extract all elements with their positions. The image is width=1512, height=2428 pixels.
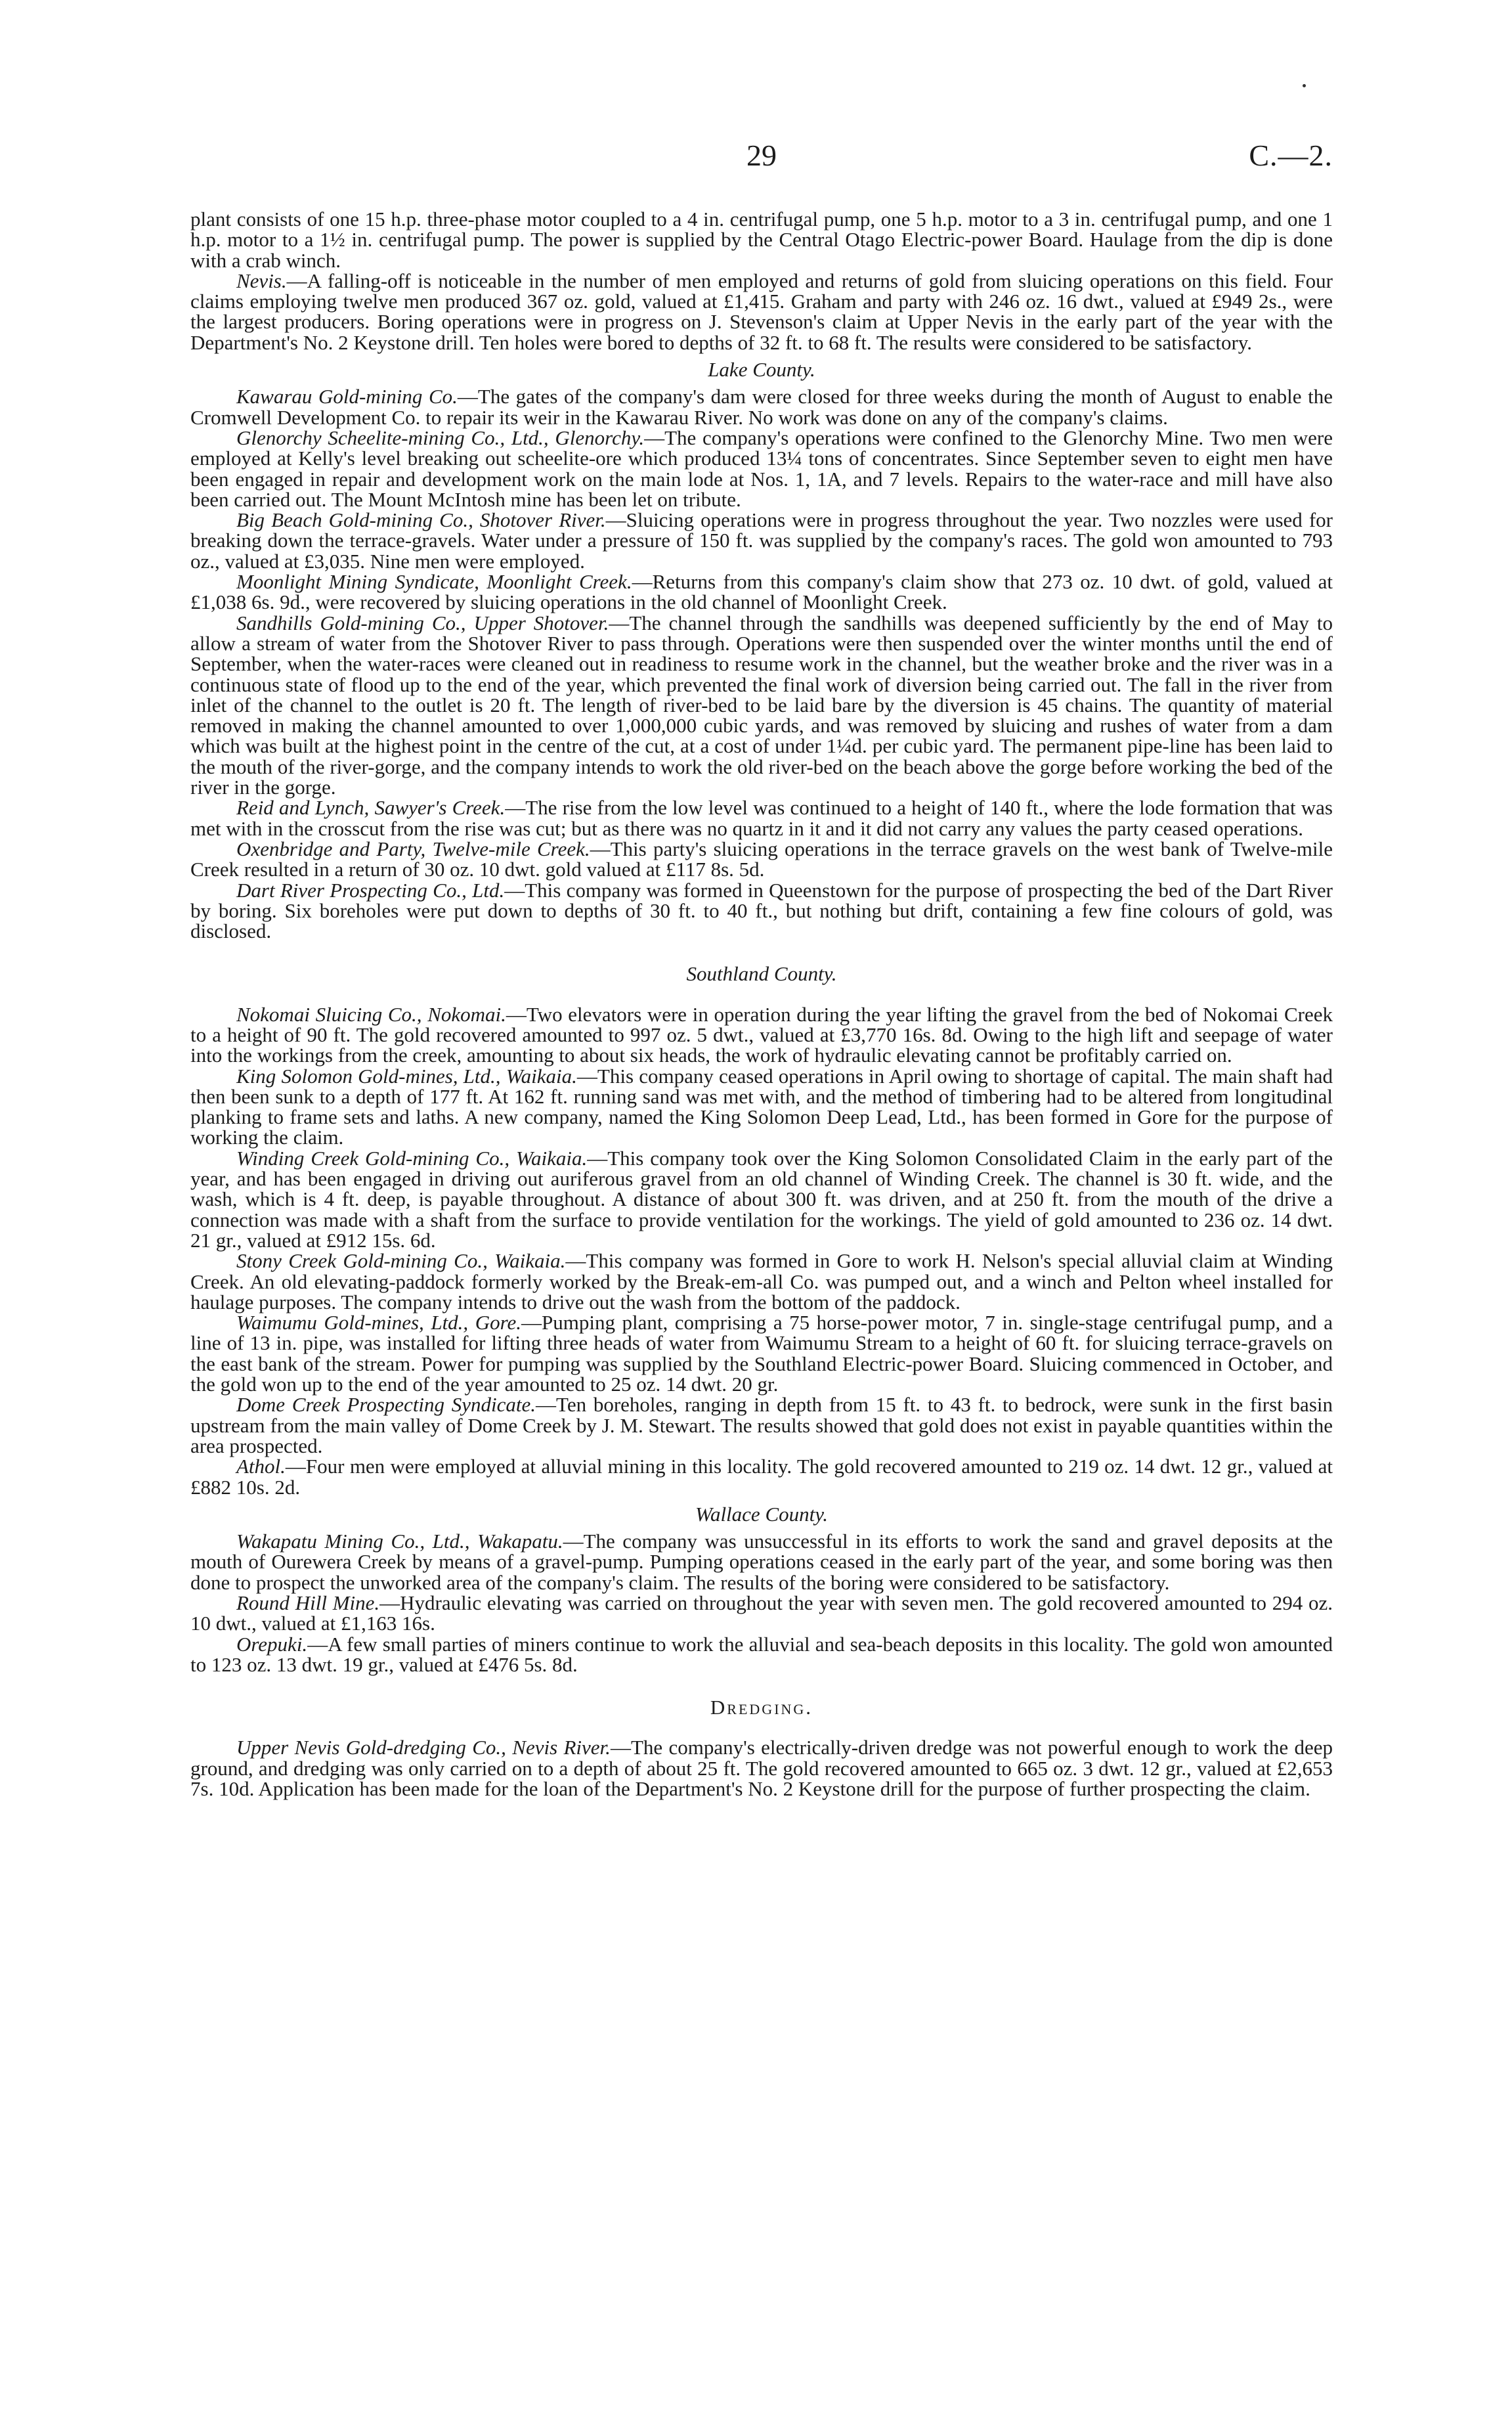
page-header [190,138,1333,177]
paragraph-lead: Oxenbridge and Party, Twelve-mile Creek. [236,837,590,860]
speck-mark [1303,84,1306,87]
paragraph-text: —This party's sluicing operations in the terrace gravels on the west bank of Twelve-mile Creek resulted in a return of 30 oz. 10 dwt. gold valued at £117 8s. 5d. [190,837,1333,881]
paragraph-lead: Reid and Lynch, Sawyer's Creek. [236,796,506,820]
paragraph-text: —This company took over the King Solomon Consolidated Claim in the early part of the year, and has been engaged in driving out auriferous gravel from an old channel of Winding Creek. The channel is 30 ft. wide, and the wash, which is 4 ft. deep, is payable throughout. A distance of about 300 ft. was driven, and at 250 ft. from the mouth of the drive a connection was made with a shaft from the surface to provide ventilation for the workings. The yield of gold amounted to 236 oz. 14 dwt. 21 gr., valued at £912 15s. 6d. [190,1146,1333,1252]
paragraph-lead: Dart River Prospecting Co., Ltd. [236,878,505,902]
section-spacer [190,984,1333,1004]
paragraph-lead: Waimumu Gold-mines, Ltd., Gore. [236,1311,522,1335]
paragraph-text: —Hydraulic elevating was carried on throughout the year with seven men. The gold recovered amounted to 294 oz. 10 dwt., valued at £1,163 16s. [190,1591,1333,1635]
paragraph-text: —The rise from the low level was continued to a height of 140 ft., where the lode formation that was met with in the crosscut from the rise was cut; but as there was no quartz in it and it did not carry any values the party ceased operations. [190,796,1333,840]
paragraph [190,880,1333,942]
paragraph-lead: Athol. [236,1455,286,1478]
paragraph [190,1250,1333,1312]
paragraph [190,797,1333,839]
paragraph-lead: Sandhills Gold-mining Co., Upper Shotover. [236,611,609,634]
paragraph-lead: Upper Nevis Gold-dredging Co., Nevis River. [236,1736,611,1759]
paragraph-text: —A falling-off is noticeable in the number of men employed and returns of gold from sluicing operations on this field. Four claims employing twelve men produced 367 oz. gold, valued at £1,415. Graham and party with 246 oz. 16 dwt., valued at £949 2s., were the largest producers. Boring operations were in progress on J. Stevenson's claim at Upper Nevis in the early part of the year with the Department's No. 2 Keystone drill. Ten holes were bored to depths of 32 ft. to 68 ft. The results were considered to be satisfactory. [190,269,1333,354]
paragraph-lead: Wakapatu Mining Co., Ltd., Wakapatu. [236,1530,563,1553]
paragraph [190,1394,1333,1456]
paragraph [190,510,1333,571]
section-spacer [190,1717,1333,1737]
paragraph [190,271,1333,353]
paragraph-lead: Round Hill Mine. [236,1591,380,1614]
section-heading: Wallace County. [695,1502,829,1526]
paragraph [190,209,1333,271]
paragraph-text: —The company's operations were confined to the Glenorchy Mine. Two men were employed at Kelly's level breaking out scheelite-ore which produced 13¼ tons of concentrates. Since September seven to eight men have been engaged in repair and development work on the main lode at Nos. 1, 1A, and 7 levels. Repairs to the water-race and mill have also been carried out. The Mount McIntosh mine has been let on tribute. [190,426,1333,511]
paragraph-text: —Sluicing operations were in progress throughout the year. Two nozzles were used for breaking down the terrace-gravels. Water under a pressure of 150 ft. was supplied by the company's races. The gold won amounted to 793 oz., valued at £3,035. Nine men were employed. [190,508,1333,573]
paragraph-text: —This company was formed in Queenstown for the purpose of prospecting the bed of the Dart River by boring. Six boreholes were put down to depths of 30 ft. to 40 ft., but nothing but drift, containing a few fine colours of gold, was disclosed. [190,878,1333,943]
paragraph [190,571,1333,613]
section-spacer [190,941,1333,963]
paragraph [190,386,1333,428]
paragraph-text: —The company was unsuccessful in its efforts to work the sand and gravel deposits at the mouth of Ourewera Creek by means of a gravel-pump. Pumping operations ceased in the early part of the year, and some boring was then done to prospect the unworked area of the company's claim. The results of the boring were considered to be satisfactory. [190,1530,1333,1594]
paragraph-text: —This company was formed in Gore to work H. Nelson's special alluvial claim at Winding Creek. An old elevating-paddock formerly worked by the Break-em-all Co. was pumped out, and a winch and Pelton wheel installed for haulage purposes. The company intends to drive out the wash from the bottom of the paddock. [190,1249,1333,1313]
paragraph [190,1004,1333,1066]
paragraph [190,1312,1333,1394]
section-heading: Dredging. [710,1696,813,1719]
paragraph-text: —This company ceased operations in April owing to shortage of capital. The main shaft had then been sunk to a depth of 177 ft. At 162 ft. running sand was met with, and the method of timbering had to be altered from longitudinal planking to frame sets and laths. A new company, named the King Solomon Deep Lead, Ltd., has been formed in Gore for the purpose of working the claim. [190,1064,1333,1149]
paragraph [190,1531,1333,1593]
paragraph-lead: Dome Creek Prospecting Syndicate. [236,1393,536,1417]
section-spacer [190,1675,1333,1697]
paragraph-text: —Ten boreholes, ranging in depth from 15 ft. to 43 ft. to bedrock, were sunk in the first basin upstream from the main valley of Dome Creek by J. M. Stewart. The results showed that gold does not exist in payable quantities within the area prospected. [190,1393,1333,1457]
section-heading: Southland County. [686,962,837,986]
paragraph-lead: Stony Creek Gold-mining Co., Waikaia. [236,1249,566,1273]
paragraph [190,1456,1333,1497]
paragraph-lead: Nevis. [236,269,287,292]
paragraph-lead: Big Beach Gold-mining Co., Shotover River. [236,508,606,532]
paragraph-text: —Two elevators were in operation during the year lifting the gravel from the bed of Nokomai Creek to a height of 90 ft. The gold recovered amounted to 997 oz. 5 dwt., valued at £3,770 16s. 8d. Owing to the high lift and seepage of water into the workings from the creek, amounting to about six heads, the work of hydraulic elevating cannot be profitably carried on. [190,1002,1333,1067]
paragraph [190,1148,1333,1250]
paragraph-lead: Kawarau Gold-mining Co. [236,385,458,408]
document-reference: C.—2. [1249,139,1333,172]
paragraph [190,1737,1333,1799]
section-heading: Lake County. [708,358,815,382]
paragraph-lead: Glenorchy Scheelite-mining Co., Ltd., Glenorchy. [236,426,645,449]
paragraph [190,1634,1333,1675]
paragraph-text: —A few small parties of miners continue to work the alluvial and sea-beach deposits in this locality. The gold won amounted to 123 oz. 13 dwt. 19 gr., valued at £476 5s. 8d. [190,1632,1333,1676]
paragraph-text: —Returns from this company's claim show that 273 oz. 10 dwt. of gold, valued at £1,038 6s. 9d., were recovered by sluicing operations in the old channel of Moonlight Creek. [190,570,1333,614]
paragraph [190,1066,1333,1148]
body-text [190,209,1333,1799]
paragraph-lead: Winding Creek Gold-mining Co., Waikaia. [236,1146,588,1170]
paragraph-text: —The channel through the sandhills was deepened sufficiently by the end of May to allow a stream of water from the Shotover River to pass through. Operations were then suspended over the winter months until the end of September, when the water-races were cleaned out in readiness to resume work in the channel, but the weather broke and the river was in a continuous state of flood up to the end of the year, which prevented the final work of diversion being carried out. The fall in the river from inlet of the channel to the outlet is 20 ft. The length of river-bed to be laid bare by the diversion is 45 chains. The quantity of material removed in making the channel amounted to over 1,000,000 cubic yards, and was removed by sluicing and rushes of water from a dam which was built at the highest point in the centre of the cut, at a cost of under 1¼d. per cubic yard. The permanent pipe-line has been laid to the mouth of the river-gorge, and the company intends to work the old river-bed on the beach above the gorge before working the bed of the river in the gorge. [190,611,1333,799]
paragraph-text: plant consists of one 15 h.p. three-phase motor coupled to a 4 in. centrifugal pump, one 5 h.p. motor to a 3 in. centrifugal pump, and one 1 h.p. motor to a 1½ in. centrifugal pump. The power is supplied by the Central Otago Electric-power Board. Haulage from the dip is done with a crab winch. [190,208,1333,272]
paragraph-text: —Four men were employed at alluvial mining in this locality. The gold recovered amounted to 219 oz. 14 dwt. 12 gr., valued at £882 10s. 2d. [190,1455,1333,1499]
paragraph-text: —The gates of the company's dam were closed for three weeks during the month of August to enable the Cromwell Development Co. to repair its weir in the Kawarau River. No work was done on any of the company's claims. [190,385,1333,429]
paragraph-lead: Moonlight Mining Syndicate, Moonlight Creek. [236,570,632,594]
page-number: 29 [746,139,777,172]
paragraph-lead: Nokomai Sluicing Co., Nokomai. [236,1002,506,1026]
paragraph [190,839,1333,880]
paragraph-text: —Pumping plant, comprising a 75 horse-power motor, 7 in. single-stage centrifugal pump, and a line of 13 in. pipe, was installed for lifting three heads of water from Waimumu Stream to a height of 60 ft. for sluicing terrace-gravels on the east bank of the stream. Power for pumping was supplied by the Southland Electric-power Board. Sluicing commenced in October, and the gold won up to the end of the year amounted to 25 oz. 14 dwt. 20 gr. [190,1311,1333,1396]
paragraph-text: —The company's electrically-driven dredge was not powerful enough to work the deep ground, and dredging was only carried on to a depth of about 25 ft. The gold recovered amounted to 665 oz. 3 dwt. 12 gr., valued at £2,653 7s. 10d. Application has been made for the loan of the Department's No. 2 Keystone drill for the purpose of further prospecting the claim. [190,1736,1333,1801]
paragraph-lead: Orepuki. [236,1632,308,1656]
paragraph [190,613,1333,798]
paragraph-lead: King Solomon Gold-mines, Ltd., Waikaia. [236,1064,577,1088]
paragraph [190,1593,1333,1634]
paragraph [190,428,1333,510]
